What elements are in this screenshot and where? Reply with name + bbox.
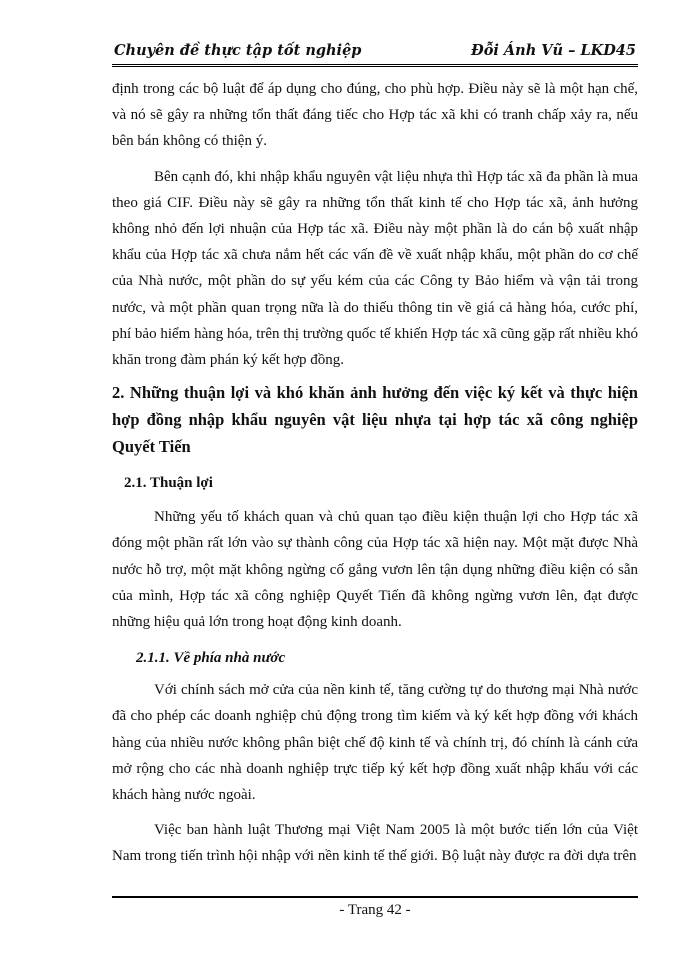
paragraph-4: Với chính sách mở cửa của nền kinh tế, tăng cường tự do thương mại Nhà nước đã cho phép các doanh nghiệp chủ động trong tìm kiếm và ký kết hợp đồng với khách hàng của nhiều nước không phân biệt chế độ kinh tế và chính trị, đó chính là cánh cửa mở rộng cho các nhà doanh nghiệp trực tiếp ký kết hợp đồng xuất nhập khẩu với các khách hàng nước ngoài. [112,682,638,804]
paragraph-2: Bên cạnh đó, khi nhập khẩu nguyên vật liệu nhựa thì Hợp tác xã đa phần là mua theo giá CIF. Điều này sẽ gây ra những tổn thất kinh tế cho Hợp tác xã, ảnh hưởng không nhỏ đến lợi nhuận của Hợp tác xã. Điều này một phần là do cán bộ xuất nhập khẩu của Hợp tác xã chưa nắm hết các vấn đề về xuất nhập khẩu, một phần do cơ chế của Nhà nước, một phần do sự yếu kém của các Công ty Bảo hiểm và vận tải trong nước, và một phần quan trọng nữa là do thiếu thông tin về giá cả hàng hóa, cước phí, phí bảo hiểm hàng hóa, trên thị trường quốc tế khiến Hợp tác xã cũng gặp rất nhiều khó khăn trong đàm phán ký kết hợp đồng. [112,168,638,369]
header-title: Chuyên đề thực tập tốt nghiệp [114,42,362,59]
subsubsection-heading: 2.1.1. Về phía nhà nước [136,650,286,667]
paragraph-1: định trong các bộ luật để áp dụng cho đúng, cho phù hợp. Điều này sẽ là một hạn chế, và nó sẽ gây ra những tổn thất đáng tiếc cho Hợp tác xã khi có tranh chấp xảy ra, nếu bên bán không có thiện ý. [112,81,638,150]
header-author: Đỗi Ánh Vũ – LKD45 [471,42,636,59]
section-heading: 2. Những thuận lợi và khó khăn ảnh hưởng đến việc ký kết và thực hiện hợp đồng nhập khẩu nguyên vật liệu nhựa tại hợp tác xã công nghiệp Quyết Tiến [112,383,638,457]
page-content [112,76,638,870]
subsection-heading: 2.1. Thuận lợi [124,475,213,492]
page-number: - Trang 42 - [339,902,411,918]
paragraph-5: Việc ban hành luật Thương mại Việt Nam 2005 là một bước tiến lớn của Việt Nam trong tiến trình hội nhập với nền kinh tế thế giới. Bộ luật này được ra đời dựa trên [112,822,638,865]
paragraph-3: Những yếu tố khách quan và chủ quan tạo điều kiện thuận lợi cho Hợp tác xã đóng một phần rất lớn vào sự thành công của Hợp tác xã hiện nay. Một mặt được Nhà nước hỗ trợ, một mặt không ngừng cố gắng vươn lên tận dụng những điều kiện có sẵn của mình, Hợp tác xã công nghiệp Quyết Tiến đã không ngừng vươn lên, đạt được những hiệu quả lớn trong hoạt động kinh doanh. [112,509,638,631]
footer-divider [112,896,638,898]
page-header [112,40,638,67]
